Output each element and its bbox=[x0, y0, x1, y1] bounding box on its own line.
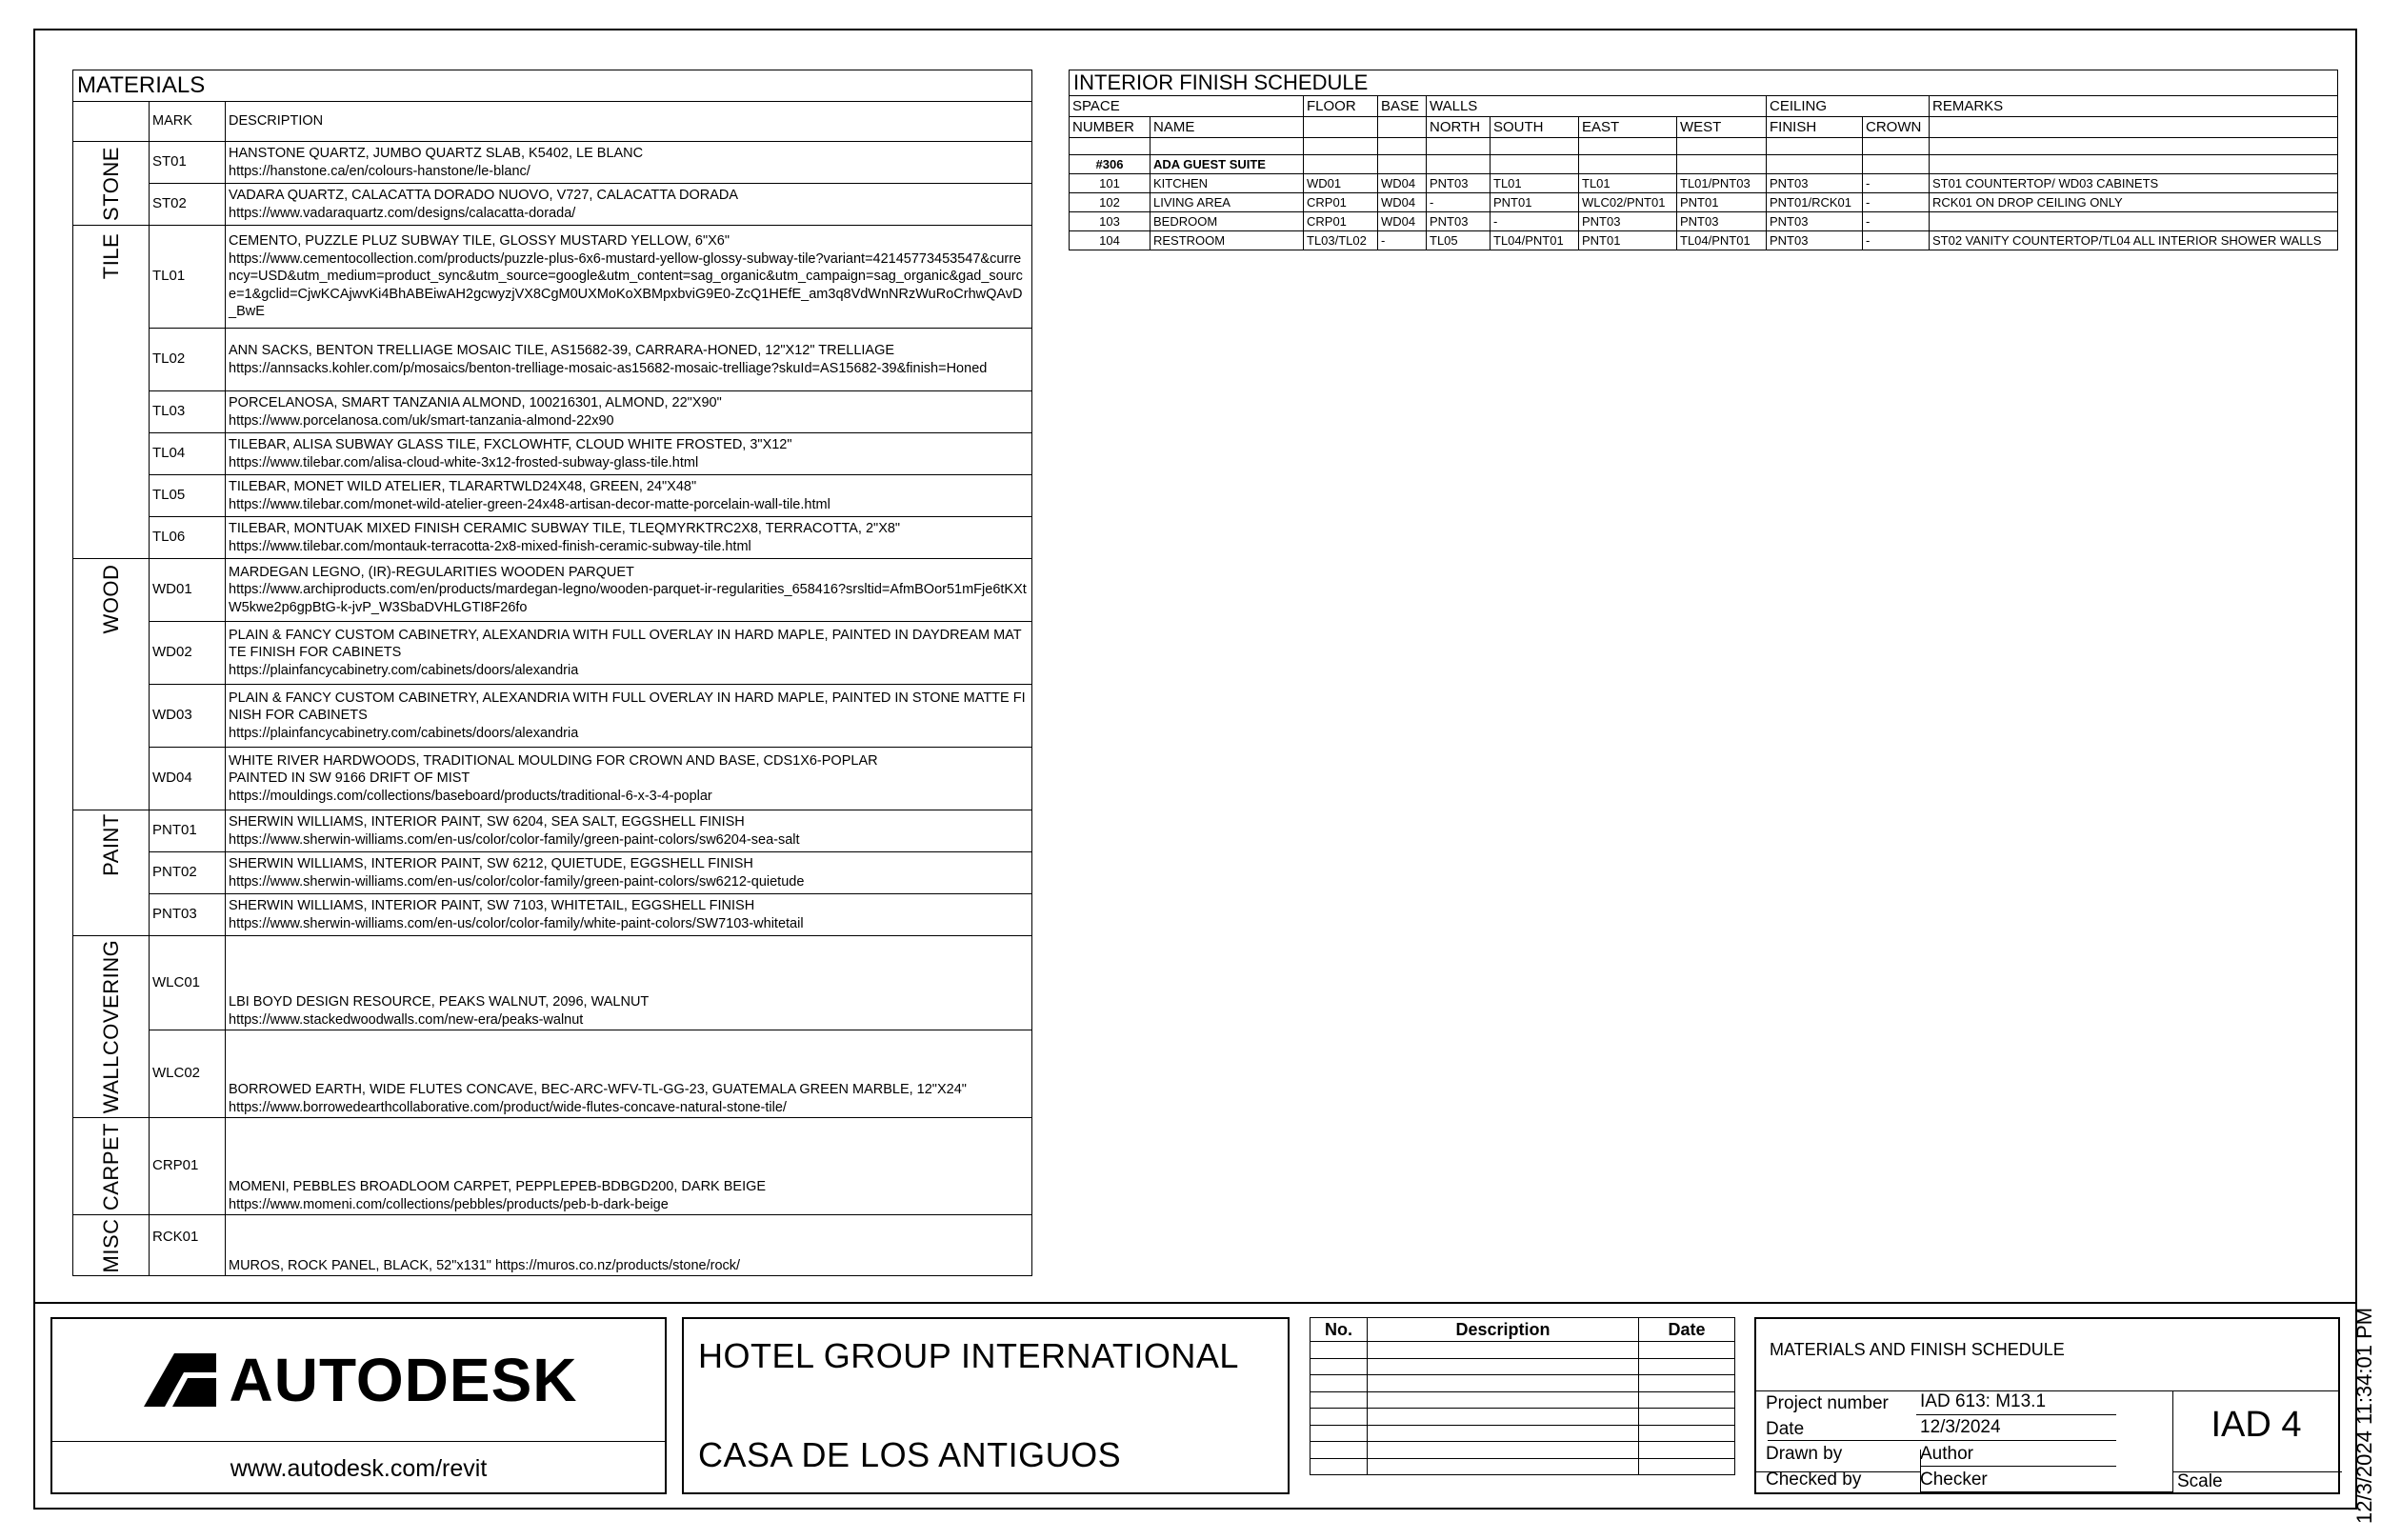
material-description: SHERWIN WILLIAMS, INTERIOR PAINT, SW 6212, QUIETUDE, EGGSHELL FINISH https://www.sherwin-williams.com/en-us/color/color-family/green-paint-colors/sw6212-quietude bbox=[226, 852, 1032, 894]
category-tile: TILE bbox=[73, 226, 150, 559]
sheet-number: IAD 4 bbox=[2211, 1405, 2302, 1445]
material-mark: TL01 bbox=[150, 226, 226, 329]
material-mark: TL03 bbox=[150, 391, 226, 433]
remarks-cell: ST02 VANITY COUNTERTOP/TL04 ALL INTERIOR SHOWER WALLS bbox=[1930, 231, 2338, 250]
material-mark: WLC02 bbox=[150, 1030, 226, 1118]
autodesk-logo-icon bbox=[140, 1353, 216, 1407]
material-description: TILEBAR, MONET WILD ATELIER, TLARARTWLD24X48, GREEN, 24"X48" https://www.tilebar.com/monet-wild-atelier-green-24x48-artisan-decor-matte-porcelain-wall-tile.html bbox=[226, 475, 1032, 517]
material-description: HANSTONE QUARTZ, JUMBO QUARTZ SLAB, K5402, LE BLANC https://hanstone.ca/en/colours-hanstone/le-blanc/ bbox=[226, 142, 1032, 184]
group-number: #306 bbox=[1070, 155, 1150, 174]
finish-header: FINISH bbox=[1767, 117, 1863, 138]
category-header bbox=[73, 102, 150, 142]
material-mark: TL02 bbox=[150, 329, 226, 391]
floor-header: FLOOR bbox=[1304, 96, 1378, 117]
category-stone: STONE bbox=[73, 142, 150, 226]
room-name: RESTROOM bbox=[1150, 231, 1304, 250]
client-name: HOTEL GROUP INTERNATIONAL bbox=[698, 1336, 1239, 1375]
south-header: SOUTH bbox=[1491, 117, 1579, 138]
material-description: PLAIN & FANCY CUSTOM CABINETRY, ALEXANDRIA WITH FULL OVERLAY IN HARD MAPLE, PAINTED IN DAYDREAM MATTE FINISH FOR CABINETS https://plainfancycabinetry.com/cabinets/doors/alexandria bbox=[226, 622, 1032, 685]
east-header: EAST bbox=[1579, 117, 1677, 138]
material-description: VADARA QUARTZ, CALACATTA DORADO NUOVO, V727, CALACATTA DORADA https://www.vadaraquartz.com/designs/calacatta-dorada/ bbox=[226, 184, 1032, 226]
room-name: BEDROOM bbox=[1150, 212, 1304, 231]
brand-url: www.autodesk.com/revit bbox=[230, 1454, 488, 1482]
material-mark: CRP01 bbox=[150, 1118, 226, 1215]
south-cell: PNT01 bbox=[1491, 193, 1579, 212]
category-wood: WOOD bbox=[73, 559, 150, 810]
project-number-label: Project number bbox=[1766, 1393, 1889, 1413]
east-cell: PNT01 bbox=[1579, 231, 1677, 250]
east-cell: PNT03 bbox=[1579, 212, 1677, 231]
material-description: MOMENI, PEBBLES BROADLOOM CARPET, PEPPLEPEB-BDBGD200, DARK BEIGE https://www.momeni.com/collections/pebbles/products/peb-b-dark-beige bbox=[226, 1118, 1032, 1215]
materials-title: MATERIALS bbox=[73, 70, 1032, 102]
title-block-divider bbox=[33, 1302, 2357, 1304]
sheet-info bbox=[1754, 1317, 2340, 1494]
west-header: WEST bbox=[1677, 117, 1767, 138]
west-cell: TL01/PNT03 bbox=[1677, 174, 1767, 193]
material-mark: WD01 bbox=[150, 559, 226, 622]
date-value: 12/3/2024 bbox=[1920, 1417, 2001, 1437]
east-cell: TL01 bbox=[1579, 174, 1677, 193]
checked-by-value: Checker bbox=[1920, 1470, 1988, 1490]
sheet-name: MATERIALS AND FINISH SCHEDULE bbox=[1770, 1340, 2065, 1359]
room-number: 103 bbox=[1070, 212, 1150, 231]
material-description: TILEBAR, MONTUAK MIXED FINISH CERAMIC SUBWAY TILE, TLEQMYRKTRC2X8, TERRACOTTA, 2"X8" https://www.tilebar.com/montauk-terracotta-2x8-mixed-finish-ceramic-subway-tile.html bbox=[226, 517, 1032, 559]
material-mark: RCK01 bbox=[150, 1215, 226, 1276]
material-description: ANN SACKS, BENTON TRELLIAGE MOSAIC TILE, AS15682-39, CARRARA-HONED, 12"X12" TRELLIAGE https://annsacks.kohler.com/p/mosaics/benton-trelliage-mosaic-as15682-mosaic-trelliage?skuId=AS15682-39&finish=Honed bbox=[226, 329, 1032, 391]
material-mark: PNT02 bbox=[150, 852, 226, 894]
logo-box bbox=[50, 1317, 667, 1494]
crown-cell: - bbox=[1863, 212, 1930, 231]
floor-cell: CRP01 bbox=[1304, 212, 1378, 231]
drawn-by-label: Drawn by bbox=[1766, 1444, 1843, 1464]
table-row bbox=[1070, 174, 2338, 193]
north-cell: PNT03 bbox=[1427, 174, 1491, 193]
number-header: NUMBER bbox=[1070, 117, 1150, 138]
material-description: SHERWIN WILLIAMS, INTERIOR PAINT, SW 7103, WHITETAIL, EGGSHELL FINISH https://www.sherwin-williams.com/en-us/color/color-family/white-paint-colors/SW7103-whitetail bbox=[226, 894, 1032, 936]
revision-table bbox=[1310, 1317, 1735, 1475]
rev-date-header: Date bbox=[1639, 1318, 1735, 1342]
floor-cell: WD01 bbox=[1304, 174, 1378, 193]
checked-by-label: Checked by bbox=[1766, 1470, 1862, 1490]
material-mark: WD03 bbox=[150, 685, 226, 748]
remarks-cell bbox=[1930, 212, 2338, 231]
underline bbox=[1920, 1466, 2116, 1467]
room-number: 101 bbox=[1070, 174, 1150, 193]
remarks-subheader bbox=[1930, 117, 2338, 138]
material-mark: WD02 bbox=[150, 622, 226, 685]
remarks-cell: RCK01 ON DROP CEILING ONLY bbox=[1930, 193, 2338, 212]
material-mark: ST01 bbox=[150, 142, 226, 184]
material-mark: TL06 bbox=[150, 517, 226, 559]
material-description: MUROS, ROCK PANEL, BLACK, 52"x131" https://muros.co.nz/products/stone/rock/ bbox=[226, 1215, 1032, 1276]
ceiling-finish-cell: PNT03 bbox=[1767, 231, 1863, 250]
brand-wordmark: AUTODESK bbox=[229, 1346, 578, 1414]
room-number: 104 bbox=[1070, 231, 1150, 250]
material-description: MARDEGAN LEGNO, (IR)-REGULARITIES WOODEN PARQUET https://www.archiproducts.com/en/products/mardegan-legno/wooden-parquet-ir-regularities_658416?srsltid=AfmBOor51mFje6tKXtW5kwe2p6gpBtG-k-jvP_W3SbaDVHLGTI8F26fo bbox=[226, 559, 1032, 622]
material-mark: WLC01 bbox=[150, 936, 226, 1030]
crown-cell: - bbox=[1863, 231, 1930, 250]
remarks-header: REMARKS bbox=[1930, 96, 2338, 117]
autodesk-logo bbox=[52, 1319, 665, 1442]
base-cell: WD04 bbox=[1378, 174, 1427, 193]
ceiling-finish-cell: PNT03 bbox=[1767, 212, 1863, 231]
material-mark: PNT01 bbox=[150, 810, 226, 852]
material-mark: ST02 bbox=[150, 184, 226, 226]
material-description: LBI BOYD DESIGN RESOURCE, PEAKS WALNUT, 2096, WALNUT https://www.stackedwoodwalls.com/new-era/peaks-walnut bbox=[226, 936, 1032, 1030]
rev-description-header: Description bbox=[1368, 1318, 1639, 1342]
mark-header: MARK bbox=[150, 102, 226, 142]
material-description: PLAIN & FANCY CUSTOM CABINETRY, ALEXANDRIA WITH FULL OVERLAY IN HARD MAPLE, PAINTED IN STONE MATTE FINISH FOR CABINETS https://plainfancycabinetry.com/cabinets/doors/alexandria bbox=[226, 685, 1032, 748]
west-cell: PNT01 bbox=[1677, 193, 1767, 212]
remarks-cell: ST01 COUNTERTOP/ WD03 CABINETS bbox=[1930, 174, 2338, 193]
scale-label: Scale bbox=[2177, 1471, 2223, 1491]
category-carpet: CARPET bbox=[73, 1118, 150, 1215]
ceiling-header: CEILING bbox=[1767, 96, 1930, 117]
room-name: LIVING AREA bbox=[1150, 193, 1304, 212]
north-cell: TL05 bbox=[1427, 231, 1491, 250]
base-cell: - bbox=[1378, 231, 1427, 250]
walls-header: WALLS bbox=[1427, 96, 1767, 117]
material-mark: TL05 bbox=[150, 475, 226, 517]
material-description: PORCELANOSA, SMART TANZANIA ALMOND, 100216301, ALMOND, 22"X90" https://www.porcelanosa.com/uk/smart-tanzania-almond-22x90 bbox=[226, 391, 1032, 433]
base-cell: WD04 bbox=[1378, 212, 1427, 231]
materials-table bbox=[72, 70, 1032, 1276]
ceiling-finish-cell: PNT03 bbox=[1767, 174, 1863, 193]
material-mark: PNT03 bbox=[150, 894, 226, 936]
material-description: BORROWED EARTH, WIDE FLUTES CONCAVE, BEC-ARC-WFV-TL-GG-23, GUATEMALA GREEN MARBLE, 12"X24" https://www.borrowedearthcollaborative.com/product/wide-flutes-concave-natural-stone-tile/ bbox=[226, 1030, 1032, 1118]
north-cell: PNT03 bbox=[1427, 212, 1491, 231]
finish-schedule-title: INTERIOR FINISH SCHEDULE bbox=[1070, 70, 2338, 96]
floor-cell: TL03/TL02 bbox=[1304, 231, 1378, 250]
table-row bbox=[1070, 193, 2338, 212]
project-info bbox=[682, 1317, 1290, 1494]
floor-cell: CRP01 bbox=[1304, 193, 1378, 212]
north-cell: - bbox=[1427, 193, 1491, 212]
material-mark: WD04 bbox=[150, 748, 226, 810]
material-description: SHERWIN WILLIAMS, INTERIOR PAINT, SW 6204, SEA SALT, EGGSHELL FINISH https://www.sherwin-williams.com/en-us/color/color-family/green-paint-colors/sw6204-sea-salt bbox=[226, 810, 1032, 852]
south-cell: TL04/PNT01 bbox=[1491, 231, 1579, 250]
rev-no-header: No. bbox=[1311, 1318, 1368, 1342]
material-description: TILEBAR, ALISA SUBWAY GLASS TILE, FXCLOWHTF, CLOUD WHITE FROSTED, 3"X12" https://www.tilebar.com/alisa-cloud-white-3x12-frosted-subway-glass-tile.html bbox=[226, 433, 1032, 475]
base-subheader bbox=[1378, 117, 1427, 138]
base-cell: WD04 bbox=[1378, 193, 1427, 212]
category-wallcovering: WALLCOVERING bbox=[73, 936, 150, 1118]
category-paint: PAINT bbox=[73, 810, 150, 936]
room-number: 102 bbox=[1070, 193, 1150, 212]
crown-cell: - bbox=[1863, 174, 1930, 193]
group-name: ADA GUEST SUITE bbox=[1150, 155, 1304, 174]
drawn-by-value: Author bbox=[1920, 1444, 1973, 1464]
table-row bbox=[1070, 212, 2338, 231]
material-description: CEMENTO, PUZZLE PLUZ SUBWAY TILE, GLOSSY MUSTARD YELLOW, 6"X6" https://www.cementocollection.com/products/puzzle-plus-6x6-mustard-yellow-glossy-subway-tile?variant=42145773453547&currency=USD&utm_medium=product_sync&utm_source=google&utm_content=sag_organic&utm_campaign=sag_organic&gad_source=1&gclid=CjwKCAjwvKi4BhABEiwAH2gcwyzjVX8CgM0UXMoKoXBMpxbviG9E0-ZcQ1HEfE_am3q8VdWnNRzWuRoCrhwQAvD_BwE bbox=[226, 226, 1032, 329]
crown-header: CROWN bbox=[1863, 117, 1930, 138]
date-label: Date bbox=[1766, 1419, 1805, 1439]
finish-schedule-table bbox=[1069, 70, 2338, 250]
table-row bbox=[1070, 231, 2338, 250]
south-cell: - bbox=[1491, 212, 1579, 231]
category-misc: MISC bbox=[73, 1215, 150, 1276]
underline bbox=[1768, 1440, 2116, 1441]
south-cell: TL01 bbox=[1491, 174, 1579, 193]
space-header: SPACE bbox=[1070, 96, 1304, 117]
base-header: BASE bbox=[1378, 96, 1427, 117]
material-mark: TL04 bbox=[150, 433, 226, 475]
west-cell: TL04/PNT01 bbox=[1677, 231, 1767, 250]
print-timestamp: 12/3/2024 11:34:01 PM bbox=[2352, 1307, 2376, 1524]
crown-cell: - bbox=[1863, 193, 1930, 212]
ceiling-finish-cell: PNT01/RCK01 bbox=[1767, 193, 1863, 212]
east-cell: WLC02/PNT01 bbox=[1579, 193, 1677, 212]
underline bbox=[1920, 1491, 2172, 1492]
room-name: KITCHEN bbox=[1150, 174, 1304, 193]
sheet-info-divider bbox=[1756, 1390, 2338, 1391]
north-header: NORTH bbox=[1427, 117, 1491, 138]
west-cell: PNT03 bbox=[1677, 212, 1767, 231]
project-name: CASA DE LOS ANTIGUOS bbox=[698, 1435, 1122, 1474]
description-header: DESCRIPTION bbox=[226, 102, 1032, 142]
material-description: WHITE RIVER HARDWOODS, TRADITIONAL MOULDING FOR CROWN AND BASE, CDS1X6-POPLAR PAINTED IN SW 9166 DRIFT OF MIST https://mouldings.com/collections/baseboard/products/traditional-6-x-3-4-poplar bbox=[226, 748, 1032, 810]
group-row bbox=[1070, 155, 2338, 174]
underline bbox=[1916, 1414, 2116, 1415]
floor-subheader bbox=[1304, 117, 1378, 138]
project-number-value: IAD 613: M13.1 bbox=[1920, 1391, 2047, 1411]
name-header: NAME bbox=[1150, 117, 1304, 138]
